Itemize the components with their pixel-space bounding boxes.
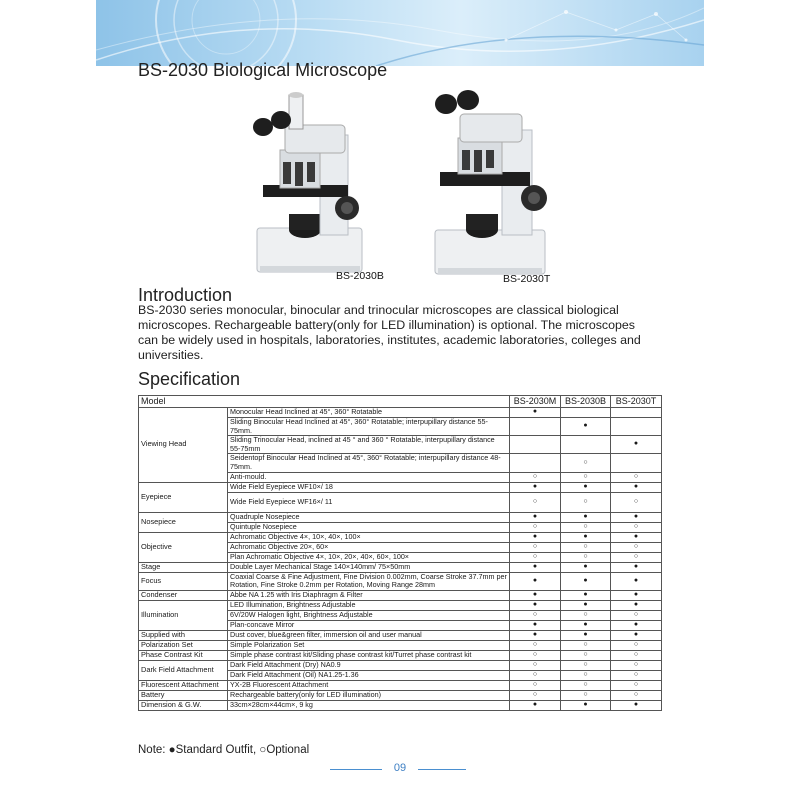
spec-mark-cell: ○ — [510, 680, 561, 690]
spec-description-cell: Coaxial Coarse & Fine Adjustment, Fine Division 0.002mm, Coarse Stroke 37.7mm per Rotation, Fine Stroke 0.2mm per Rotation, Moving Range 28mm — [228, 572, 510, 590]
spec-mark-cell: ● — [510, 562, 561, 572]
spec-category-cell: Fluorescent Attachment — [139, 680, 228, 690]
spec-description-cell: Quadruple Nosepiece — [228, 512, 510, 522]
spec-mark-cell: ● — [611, 512, 662, 522]
spec-mark-cell: ● — [510, 630, 561, 640]
column-header-bs-2030b: BS-2030B — [561, 396, 611, 408]
spec-mark-cell: ● — [611, 620, 662, 630]
spec-mark-cell: ○ — [510, 492, 561, 512]
spec-mark-cell: ● — [561, 482, 611, 492]
spec-mark-cell: ○ — [510, 522, 561, 532]
spec-mark-cell — [561, 408, 611, 418]
table-row — [139, 600, 662, 610]
spec-mark-cell: ● — [510, 620, 561, 630]
spec-category-cell: Objective — [139, 532, 228, 562]
spec-description-cell: Achromatic Objective 4×, 10×, 40×, 100× — [228, 532, 510, 542]
spec-mark-cell: ○ — [561, 454, 611, 472]
spec-category-cell: Eyepiece — [139, 482, 228, 512]
footer-rule-right — [418, 769, 466, 770]
spec-description-cell: Double Layer Mechanical Stage 140×140mm/ 75×50mm — [228, 562, 510, 572]
spec-mark-cell: ○ — [611, 542, 662, 552]
spec-mark-cell: ○ — [611, 680, 662, 690]
spec-mark-cell: ○ — [611, 640, 662, 650]
spec-mark-cell: ○ — [561, 670, 611, 680]
spec-mark-cell: ● — [611, 590, 662, 600]
spec-mark-cell: ● — [611, 572, 662, 590]
spec-mark-cell: ○ — [611, 610, 662, 620]
table-row — [139, 690, 662, 700]
spec-mark-cell: ○ — [561, 680, 611, 690]
spec-description-cell: Anti-mould. — [228, 472, 510, 482]
spec-description-cell: Monocular Head Inclined at 45°, 360° Rotatable — [228, 408, 510, 418]
spec-mark-cell: ○ — [510, 542, 561, 552]
spec-mark-cell: ○ — [611, 492, 662, 512]
column-header-bs-2030t: BS-2030T — [611, 396, 662, 408]
table-row — [139, 482, 662, 492]
footer-rule-left — [330, 769, 382, 770]
spec-mark-cell: ● — [510, 700, 561, 710]
spec-mark-cell: ● — [510, 590, 561, 600]
spec-description-cell: Sliding Binocular Head Inclined at 45°, 360° Rotatable; interpupillary distance 55-75mm. — [228, 418, 510, 436]
spec-mark-cell: ● — [611, 562, 662, 572]
column-header-model: Model — [139, 396, 510, 408]
specification-heading: Specification — [138, 369, 241, 389]
table-row — [139, 650, 662, 660]
spec-mark-cell: ○ — [561, 610, 611, 620]
spec-mark-cell: ○ — [561, 522, 611, 532]
table-row — [139, 700, 662, 710]
spec-mark-cell: ○ — [510, 552, 561, 562]
table-row — [139, 680, 662, 690]
spec-category-cell: Stage — [139, 562, 228, 572]
table-row — [139, 590, 662, 600]
spec-table-body — [139, 408, 662, 711]
spec-mark-cell: ● — [510, 572, 561, 590]
document-title: BS-2030 Biological Microscope — [138, 60, 388, 80]
spec-mark-cell: ● — [611, 630, 662, 640]
spec-description-cell: Seidentopf Binocular Head Inclined at 45°, 360° Rotatable; interpupillary distance 48-75mm. — [228, 454, 510, 472]
spec-mark-cell: ● — [510, 532, 561, 542]
spec-category-cell: Condenser — [139, 590, 228, 600]
header-banner — [96, 0, 704, 66]
caption-left: BS-2030B — [336, 270, 384, 282]
spec-mark-cell — [611, 418, 662, 436]
spec-description-cell: Quintuple Nosepiece — [228, 522, 510, 532]
spec-mark-cell: ● — [561, 620, 611, 630]
spec-mark-cell: ● — [510, 482, 561, 492]
spec-mark-cell — [561, 436, 611, 454]
spec-mark-cell: ● — [510, 600, 561, 610]
spec-mark-cell: ● — [561, 512, 611, 522]
spec-mark-cell: ● — [561, 418, 611, 436]
spec-mark-cell: ○ — [510, 670, 561, 680]
spec-mark-cell: ● — [561, 572, 611, 590]
table-row — [139, 630, 662, 640]
spec-category-cell: Supplied with — [139, 630, 228, 640]
spec-description-cell: Plan-concave Mirror — [228, 620, 510, 630]
spec-mark-cell: ● — [611, 700, 662, 710]
spec-mark-cell: ○ — [611, 650, 662, 660]
spec-category-cell: Battery — [139, 690, 228, 700]
spec-mark-cell — [510, 436, 561, 454]
spec-description-cell: Simple Polarization Set — [228, 640, 510, 650]
spec-description-cell: LED Illumination, Brightness Adjustable — [228, 600, 510, 610]
spec-mark-cell: ○ — [611, 690, 662, 700]
microscope-photo-right — [430, 90, 555, 280]
spec-description-cell: Simple phase contrast kit/Sliding phase contrast kit/Turret phase contrast kit — [228, 650, 510, 660]
spec-mark-cell: ○ — [561, 492, 611, 512]
spec-mark-cell: ● — [561, 630, 611, 640]
table-row — [139, 572, 662, 590]
spec-mark-cell: ● — [561, 600, 611, 610]
table-row — [139, 640, 662, 650]
spec-mark-cell: ● — [510, 408, 561, 418]
spec-mark-cell: ● — [561, 590, 611, 600]
spec-description-cell: 6V/20W Halogen light, Brightness Adjustable — [228, 610, 510, 620]
table-row — [139, 512, 662, 522]
spec-category-cell: Viewing Head — [139, 408, 228, 483]
spec-description-cell: Sliding Trinocular Head, inclined at 45 ° and 360 ° Rotatable, interpupillary distance 55-75mm — [228, 436, 510, 454]
caption-right: BS-2030T — [503, 273, 551, 285]
spec-description-cell: 33cm×28cm×44cm×, 9 kg — [228, 700, 510, 710]
column-header-bs-2030m: BS-2030M — [510, 396, 561, 408]
spec-table — [138, 395, 662, 711]
spec-mark-cell: ● — [611, 600, 662, 610]
spec-mark-cell: ○ — [561, 640, 611, 650]
spec-mark-cell: ● — [561, 562, 611, 572]
spec-mark-cell: ○ — [611, 660, 662, 670]
spec-mark-cell: ● — [510, 512, 561, 522]
introduction-heading: Introduction — [138, 285, 233, 305]
spec-category-cell: Dark Field Attachment — [139, 660, 228, 680]
table-row — [139, 408, 662, 418]
table-row — [139, 660, 662, 670]
spec-description-cell: Plan Achromatic Objective 4×, 10×, 20×, 40×, 60×, 100× — [228, 552, 510, 562]
legend-note: Note: ●Standard Outfit, ○Optional — [138, 744, 310, 756]
spec-mark-cell: ○ — [611, 670, 662, 680]
spec-mark-cell: ○ — [510, 690, 561, 700]
page-number: 09 — [393, 762, 407, 774]
spec-mark-cell: ○ — [510, 472, 561, 482]
spec-description-cell: Abbe NA 1.25 with Iris Diaphragm & Filter — [228, 590, 510, 600]
spec-description-cell: Dark Field Attachment (Oil) NA1.25-1.36 — [228, 670, 510, 680]
spec-description-cell: Dust cover, blue&green filter, immersion oil and user manual — [228, 630, 510, 640]
spec-mark-cell: ○ — [611, 552, 662, 562]
spec-mark-cell: ○ — [561, 690, 611, 700]
spec-category-cell: Nosepiece — [139, 512, 228, 532]
spec-mark-cell: ○ — [561, 552, 611, 562]
spec-description-cell: Rechargeable battery(only for LED illumination) — [228, 690, 510, 700]
spec-mark-cell — [510, 454, 561, 472]
spec-mark-cell — [510, 418, 561, 436]
spec-description-cell: Wide Field Eyepiece WF10×/ 18 — [228, 482, 510, 492]
spec-description-cell: Wide Field Eyepiece WF16×/ 11 — [228, 492, 510, 512]
spec-description-cell: YX-2B Fluorescent Attachment — [228, 680, 510, 690]
spec-description-cell: Achromatic Objective 20×, 60× — [228, 542, 510, 552]
spec-mark-cell: ○ — [510, 640, 561, 650]
spec-mark-cell: ● — [611, 532, 662, 542]
spec-mark-cell: ○ — [561, 660, 611, 670]
table-row — [139, 562, 662, 572]
spec-mark-cell — [611, 408, 662, 418]
spec-mark-cell: ○ — [611, 472, 662, 482]
spec-category-cell: Phase Contrast Kit — [139, 650, 228, 660]
spec-mark-cell: ○ — [510, 650, 561, 660]
spec-category-cell: Polarization Set — [139, 640, 228, 650]
spec-description-cell: Dark Field Attachment (Dry) NA0.9 — [228, 660, 510, 670]
spec-mark-cell: ○ — [510, 660, 561, 670]
spec-mark-cell: ● — [561, 700, 611, 710]
spec-mark-cell — [611, 454, 662, 472]
introduction-body: BS-2030 series monocular, binocular and trinocular microscopes are classical biological microscopes. Rechargeable battery(only for LED illumination) is optional. The microscopes can be widely used in hospitals, laboratories, institutes, academic laboratories, colleges and universities. — [138, 303, 641, 362]
banner-graphic — [96, 0, 704, 66]
spec-category-cell: Illumination — [139, 600, 228, 630]
spec-mark-cell: ○ — [510, 610, 561, 620]
spec-mark-cell: ○ — [561, 472, 611, 482]
spec-mark-cell: ○ — [611, 522, 662, 532]
table-row — [139, 532, 662, 542]
spec-mark-cell: ○ — [561, 650, 611, 660]
spec-category-cell: Dimension & G.W. — [139, 700, 228, 710]
microscope-photo-left — [245, 90, 365, 280]
spec-mark-cell: ● — [611, 436, 662, 454]
spec-mark-cell: ○ — [561, 542, 611, 552]
spec-category-cell: Focus — [139, 572, 228, 590]
spec-mark-cell: ● — [561, 532, 611, 542]
spec-table-header-row — [139, 396, 662, 408]
spec-mark-cell: ● — [611, 482, 662, 492]
